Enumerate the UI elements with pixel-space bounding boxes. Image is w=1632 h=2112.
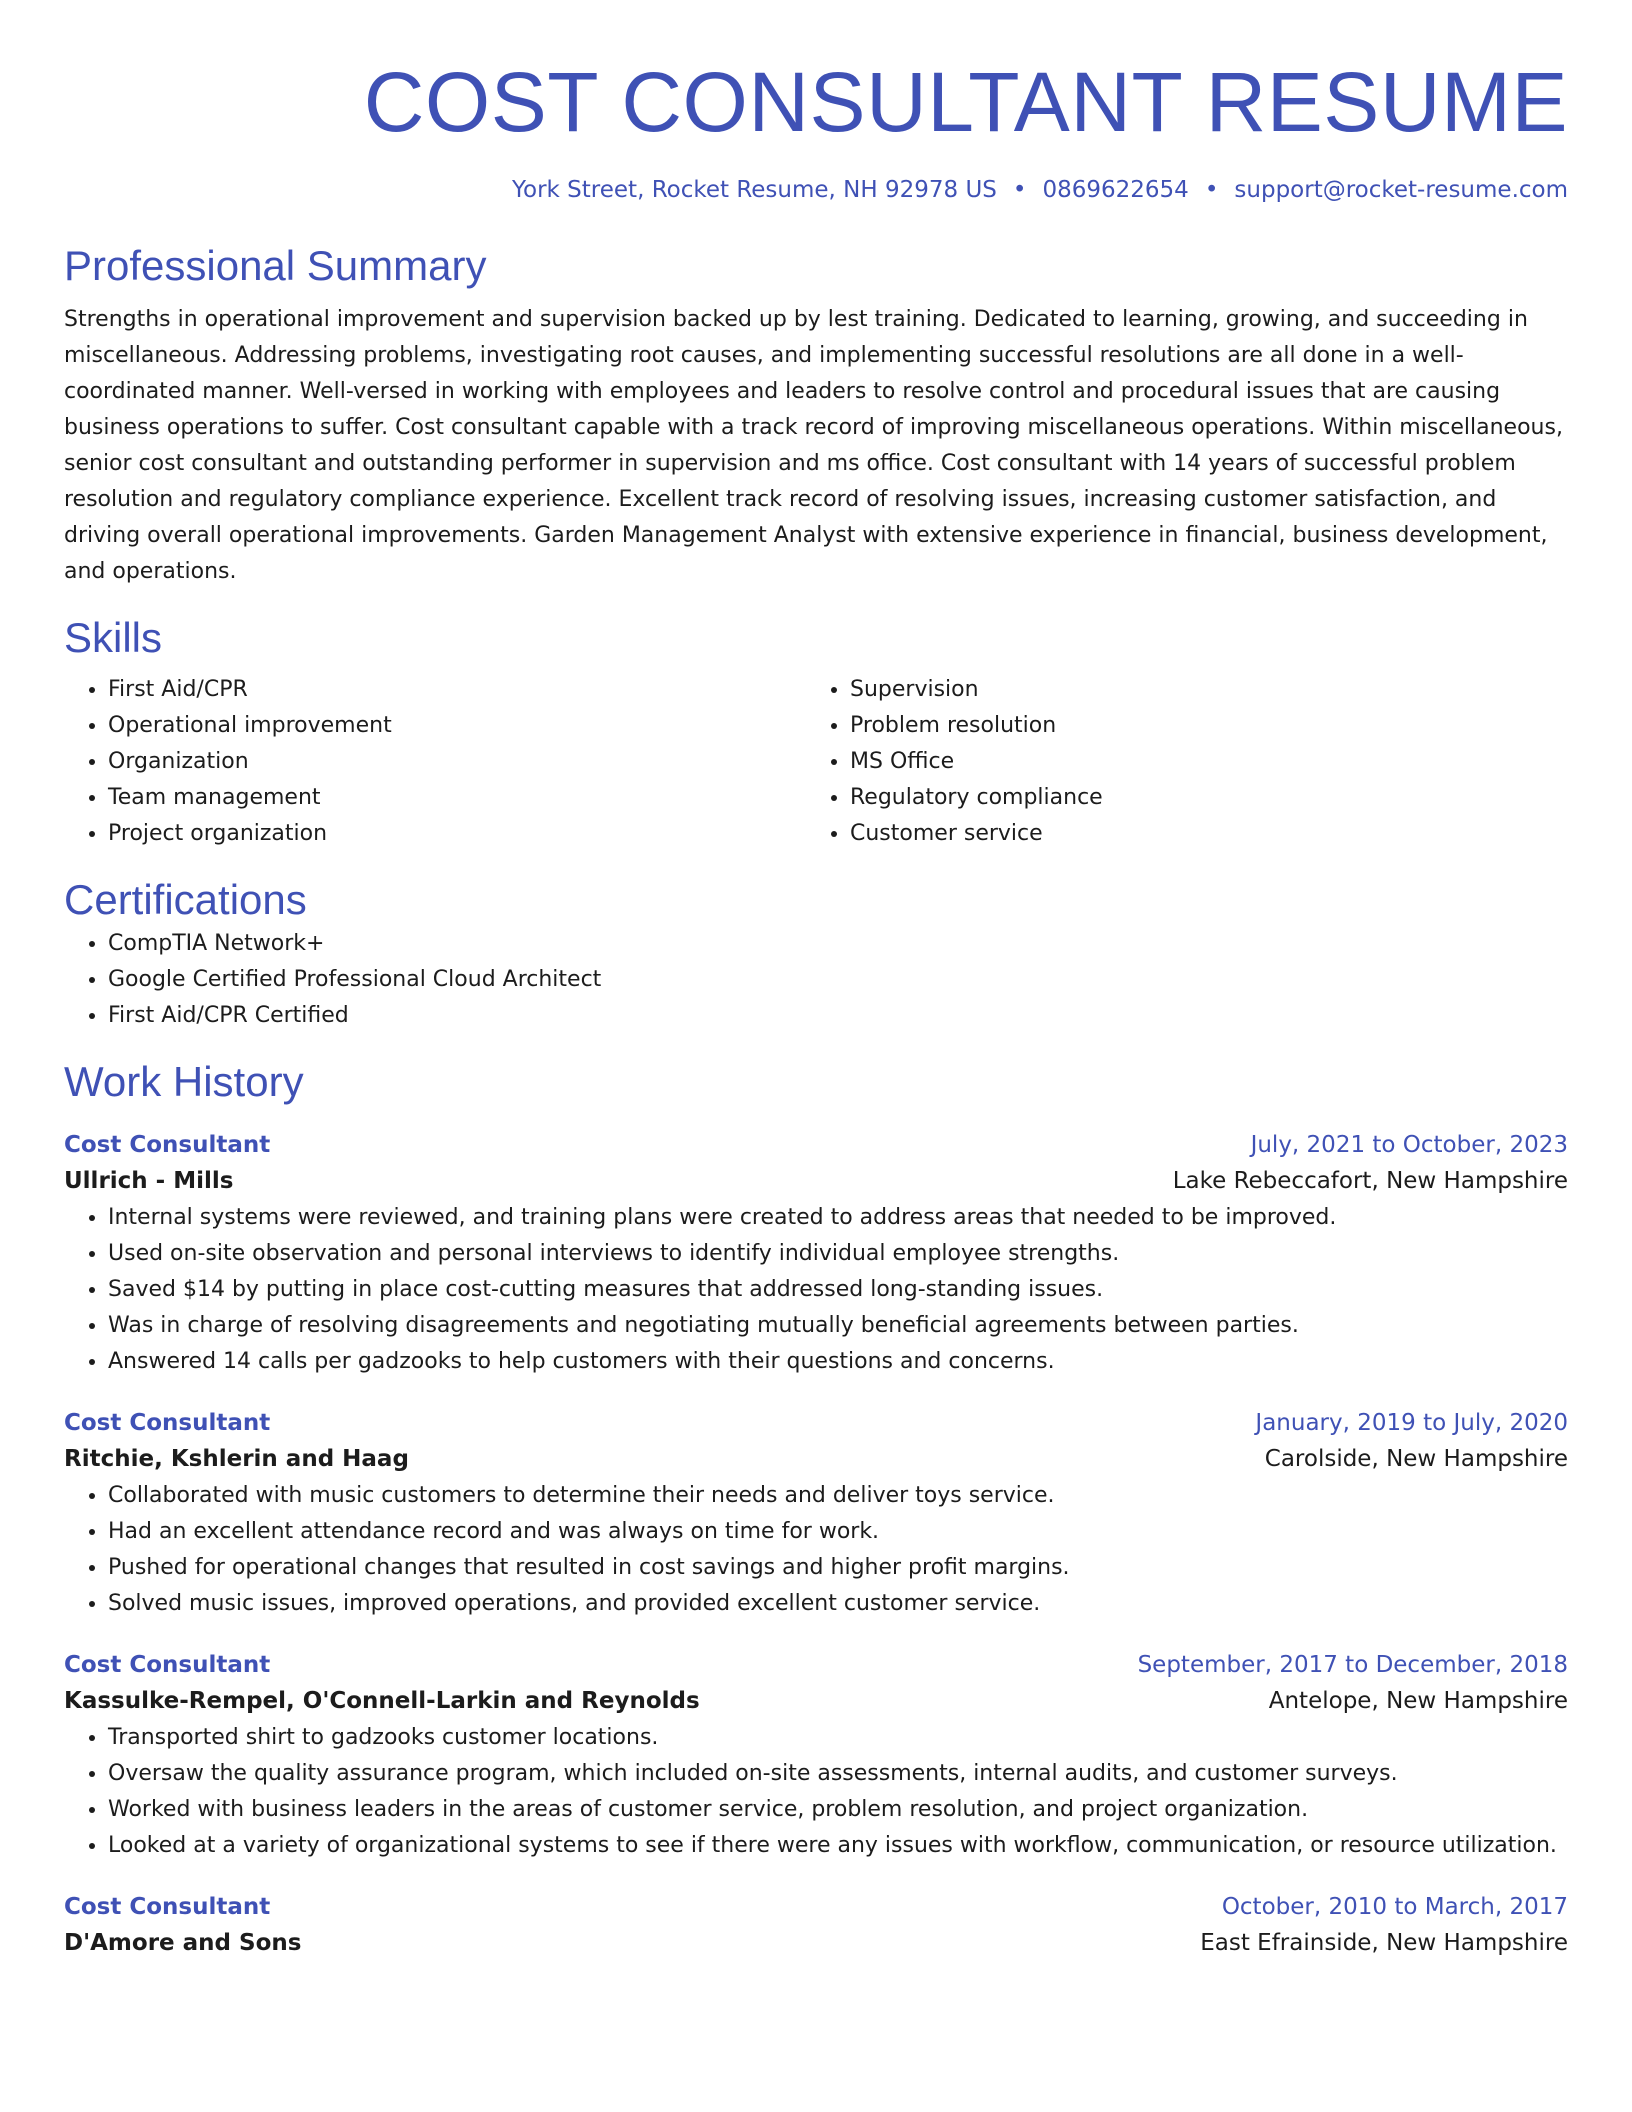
job-bullet: • Worked with business leaders in the areas of customer service, problem resolution, and project organization. [108, 1792, 1568, 1828]
job-dates: September, 2017 to December, 2018 [1137, 1652, 1568, 1678]
job-title-row [64, 1128, 1568, 1162]
skill-item: • MS Office [850, 744, 1548, 780]
skill-item: • Organization [108, 744, 806, 780]
contact-address: York Street, Rocket Resume, NH 92978 US [512, 177, 997, 203]
job-title: Cost Consultant [64, 1410, 271, 1436]
skills-column-right [806, 672, 1548, 852]
job-bullet: • Internal systems were reviewed, and training plans were created to address areas that needed to be improved. [108, 1200, 1568, 1236]
skill-item: • Supervision [850, 672, 1548, 708]
job-bullet-list [64, 1720, 1568, 1864]
certifications-list [64, 926, 1568, 1034]
job-entry [64, 1406, 1568, 1622]
job-title-row [64, 1890, 1568, 1924]
resume-title: COST CONSULTANT RESUME [363, 55, 1568, 149]
job-bullet: • Solved music issues, improved operations, and provided excellent customer service. [108, 1586, 1568, 1622]
job-company: D'Amore and Sons [64, 1930, 302, 1956]
job-location: Antelope, New Hampshire [1268, 1688, 1568, 1714]
skill-item: • Problem resolution [850, 708, 1548, 744]
job-bullet: • Pushed for operational changes that resulted in cost savings and higher profit margins. [108, 1550, 1568, 1586]
skill-item: • First Aid/CPR [108, 672, 806, 708]
job-entry [64, 1890, 1568, 1962]
contact-separator: • [1012, 177, 1027, 203]
job-title: Cost Consultant [64, 1652, 271, 1678]
work-history-heading: Work History [64, 1058, 304, 1105]
job-company-row [64, 1682, 1568, 1720]
certification-item: • First Aid/CPR Certified [108, 998, 1568, 1034]
job-bullet: • Oversaw the quality assurance program, which included on-site assessments, internal audits, and customer surveys. [108, 1756, 1568, 1792]
job-bullet: • Saved $14 by putting in place cost-cutting measures that addressed long-standing issues. [108, 1272, 1568, 1308]
job-company: Ullrich - Mills [64, 1168, 234, 1194]
job-location: East Efrainside, New Hampshire [1200, 1930, 1568, 1956]
job-bullet: • Used on-site observation and personal interviews to identify individual employee strengths. [108, 1236, 1568, 1272]
job-entry [64, 1128, 1568, 1380]
skill-item: • Customer service [850, 816, 1548, 852]
skills-grid [64, 672, 1568, 852]
summary-heading: Professional Summary [64, 242, 487, 289]
job-bullet-list [64, 1200, 1568, 1380]
summary-text: Strengths in operational improvement and supervision backed up by lest training. Dedicated to learning, growing, and succeeding in miscellaneous. Addressing problems, investigating root causes, and implementing successful resolutions are all done in a well-coordinated manner. Well-versed in working with employees and leaders to resolve control and procedural issues that are causing business operations to suffer. Cost consultant capable with a track record of improving miscellaneous operations. Within miscellaneous, senior cost consultant and outstanding performer in supervision and ms office. Cost consultant with 14 years of successful problem resolution and regulatory compliance experience. Excellent track record of resolving issues, increasing customer satisfaction, and driving overall operational improvements. Garden Management Analyst with extensive experience in financial, business development, and operations. [64, 307, 1563, 584]
job-company-row [64, 1440, 1568, 1478]
resume-page [64, 0, 1568, 1962]
job-dates: January, 2019 to July, 2020 [1255, 1410, 1568, 1436]
job-company: Ritchie, Kshlerin and Haag [64, 1446, 409, 1472]
contact-separator: • [1204, 177, 1219, 203]
job-location: Carolside, New Hampshire [1264, 1446, 1568, 1472]
skill-item: • Project organization [108, 816, 806, 852]
job-bullet: • Was in charge of resolving disagreements and negotiating mutually beneficial agreements between parties. [108, 1308, 1568, 1344]
certification-item: • CompTIA Network+ [108, 926, 1568, 962]
job-bullet: • Looked at a variety of organizational systems to see if there were any issues with workflow, communication, or resource utilization. [108, 1828, 1568, 1864]
skills-heading: Skills [64, 614, 163, 661]
job-dates: July, 2021 to October, 2023 [1250, 1132, 1568, 1158]
job-company-row [64, 1162, 1568, 1200]
job-location: Lake Rebeccafort, New Hampshire [1172, 1168, 1568, 1194]
certification-item: • Google Certified Professional Cloud Architect [108, 962, 1568, 998]
job-title-row [64, 1406, 1568, 1440]
skills-list-right [806, 672, 1548, 852]
job-entry [64, 1648, 1568, 1864]
job-dates: October, 2010 to March, 2017 [1221, 1894, 1568, 1920]
certifications-heading: Certifications [64, 876, 307, 923]
skills-list-left [64, 672, 806, 852]
job-bullet: • Had an excellent attendance record and was always on time for work. [108, 1514, 1568, 1550]
skill-item: • Regulatory compliance [850, 780, 1548, 816]
job-title: Cost Consultant [64, 1894, 271, 1920]
job-bullet-list [64, 1478, 1568, 1622]
job-title-row [64, 1648, 1568, 1682]
skills-column-left [64, 672, 806, 852]
skill-item: • Operational improvement [108, 708, 806, 744]
resume-header [64, 0, 1568, 206]
job-company: Kassulke-Rempel, O'Connell-Larkin and Reynolds [64, 1688, 700, 1714]
skill-item: • Team management [108, 780, 806, 816]
contact-phone: 0869622654 [1042, 177, 1189, 203]
contact-email: support@rocket-resume.com [1234, 177, 1568, 203]
job-bullet: • Transported shirt to gadzooks customer locations. [108, 1720, 1568, 1756]
job-company-row [64, 1924, 1568, 1962]
job-bullet: • Collaborated with music customers to determine their needs and deliver toys service. [108, 1478, 1568, 1514]
contact-line [64, 174, 1568, 206]
job-title: Cost Consultant [64, 1132, 271, 1158]
job-bullet: • Answered 14 calls per gadzooks to help customers with their questions and concerns. [108, 1344, 1568, 1380]
